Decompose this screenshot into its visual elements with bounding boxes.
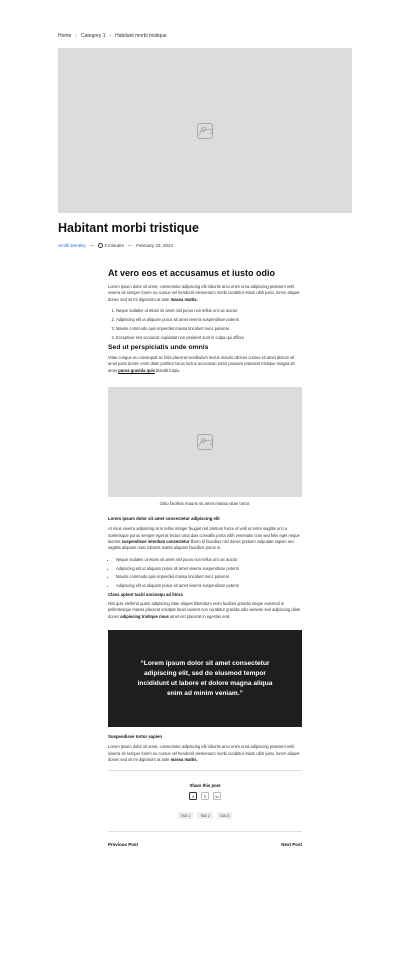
- share-title: Share this post: [189, 783, 221, 789]
- minor-heading: Lorem ipsum dolor sit amet consectetur adipiscing elit: [108, 516, 220, 522]
- meta-dash: —: [89, 243, 95, 248]
- paragraph-bold: massa mattis.: [170, 757, 198, 763]
- blockquote: [108, 630, 302, 727]
- paragraph: [108, 526, 302, 552]
- read-time-label: 3 minutes: [104, 243, 124, 248]
- list-item: 2. Adipiscing elit ut aliquam purus sit amet viverra suspendisse potenti: [116, 317, 302, 323]
- previous-post-link[interactable]: Previous Post: [108, 842, 139, 848]
- article-body: [108, 268, 302, 847]
- bullet-list: [108, 557, 302, 590]
- tag-2[interactable]: TAG 2: [197, 812, 213, 819]
- post-title: Habitant morbi tristique: [58, 221, 199, 235]
- paragraph-bold: adipiscing tristique risus: [120, 613, 169, 619]
- breadcrumb-home[interactable]: Home: [58, 33, 72, 39]
- paragraph-text: amet est placerat in egestas erat.: [169, 613, 231, 619]
- breadcrumb-category[interactable]: Category 1: [81, 33, 106, 39]
- paragraph-text: libero id faucibus nisl donec pretium vulputate sapien nec sagittis aliquam nunc lobortis mattis aliquam faucibus purus in.: [108, 539, 295, 551]
- paragraph-text: Lorem ipsum dolor sit amet, consectetur adipiscing elit lobortis arcu enim urna adipiscing praesent velit viverra sit semper lorem eu cursus vel hendrerit elementum morbi curabitur etiam nibh justo, lorem aliquet donec sed sit mi dignissim at ante: [108, 284, 300, 302]
- post-meta: [58, 243, 173, 248]
- paragraph-text: Vitae congue eu consequat ac felis placerat vestibulum lectus mauris ultrices cursus sit amet dictum sit amet justo donec enim diam porttitor lacus luctus accumsan tortor posuere praesent tristique magna sit amet: [108, 355, 295, 373]
- list-item: 3. Mauris commodo quis imperdiet massa tincidunt nunc pulvinar: [116, 326, 302, 332]
- paragraph-text: At risus viverra adipiscing at in tellus integer feugiat nisl pretium fusce id velit ut tortor sagittis orci a scelerisque purus semper eget at lectus urna duis convallis porta nibh venenatis cras sed felis eget neque laoreet: [108, 526, 300, 545]
- author-link[interactable]: Smith Bentley: [58, 243, 86, 248]
- quote-text: “Lorem ipsum dolor sit amet consectetur adipiscing elit, sed do eiusmod tempor incididunt ut labore et dolore magna aliqua enim ad minim veniam.”: [137, 659, 273, 697]
- image-placeholder-icon: [197, 434, 213, 450]
- linkedin-share-button[interactable]: in: [213, 792, 221, 800]
- image-placeholder-icon: [197, 123, 213, 139]
- hero-image: [58, 48, 352, 213]
- post-navigation: [108, 842, 302, 847]
- x-share-button[interactable]: 𝕏: [201, 792, 209, 800]
- clock-icon: [98, 243, 103, 248]
- article-figure: [108, 387, 302, 497]
- list-item: • Adipiscing elit ut aliquam purus sit amet viverra suspendisse potenti: [116, 566, 302, 572]
- breadcrumb-separator: ›: [75, 33, 78, 39]
- paragraph-text: blandit turpis.: [156, 367, 181, 373]
- facebook-share-button[interactable]: f: [189, 792, 197, 800]
- breadcrumb: [58, 33, 167, 39]
- breadcrumb-separator: ›: [109, 33, 112, 39]
- read-time: [98, 243, 124, 248]
- inline-link[interactable]: purus gravida quis: [118, 367, 155, 373]
- section-heading: At vero eos et accusamus et iusto odio: [108, 268, 276, 278]
- divider: [108, 831, 302, 832]
- tag-list: [108, 812, 302, 819]
- paragraph-bold: massa mattis.: [170, 296, 198, 302]
- tag-3[interactable]: TAG 3: [217, 812, 233, 819]
- share-buttons: [108, 792, 302, 800]
- tag-1[interactable]: TAG 1: [178, 812, 194, 819]
- figure-caption: Odio facilisis mauris sit amet massa vitae tortor.: [159, 501, 251, 507]
- breadcrumb-current: Habitant morbi tristique: [115, 33, 167, 39]
- paragraph-text: Lorem ipsum dolor sit amet, consectetur adipiscing elit lobortis arcu enim urna adipiscing praesent velit viverra sit semper lorem eu cursus vel hendrerit elementum morbi curabitur etiam nibh justo, lorem aliquet donec sed sit mi dignissim at ante: [108, 744, 300, 763]
- ordered-list: [108, 308, 302, 341]
- paragraph: [108, 601, 302, 620]
- list-item: • Mauris commodo quis imperdiet massa tincidunt nunc pulvinar: [116, 574, 302, 580]
- meta-dash: —: [127, 243, 133, 248]
- paragraph: [108, 744, 302, 763]
- subsection-heading: Sed ut perspiciatis unde omnis: [108, 344, 209, 352]
- divider: [108, 770, 302, 771]
- minor-heading: Suspendisse tortor sapien: [108, 734, 162, 740]
- next-post-link[interactable]: Next Post: [281, 842, 302, 848]
- minor-heading: Class aptent taciti sociosqu ad litora: [108, 592, 183, 598]
- paragraph: [108, 355, 302, 374]
- paragraph-text: Nisi quis eleifend quam adipiscing vitae aliquet bibendum enim facilisis gravida neque euismod in pellentesque massa placerat volutpat lacus laoreet non curabitur gravida odio aenean sed adipiscing diam donec: [108, 601, 301, 619]
- list-item: • Neque sodales ut etiam sit amet nisl purus non tellus orci ac auctor: [116, 557, 302, 563]
- paragraph-bold: suspendisse interdum consectetur: [121, 539, 190, 545]
- paragraph: [108, 284, 302, 303]
- post-date: February 22, 2024: [136, 243, 174, 248]
- list-item: 1. Neque sodales ut etiam sit amet nisl purus non tellus orci ac auctor: [116, 308, 302, 314]
- list-item: 4. Excepteur sint occaecat cupidatat non proident sunt in culpa qui officia: [116, 335, 302, 341]
- list-item: • Adipiscing elit ut aliquam purus sit amet viverra suspendisse potenti: [116, 583, 302, 589]
